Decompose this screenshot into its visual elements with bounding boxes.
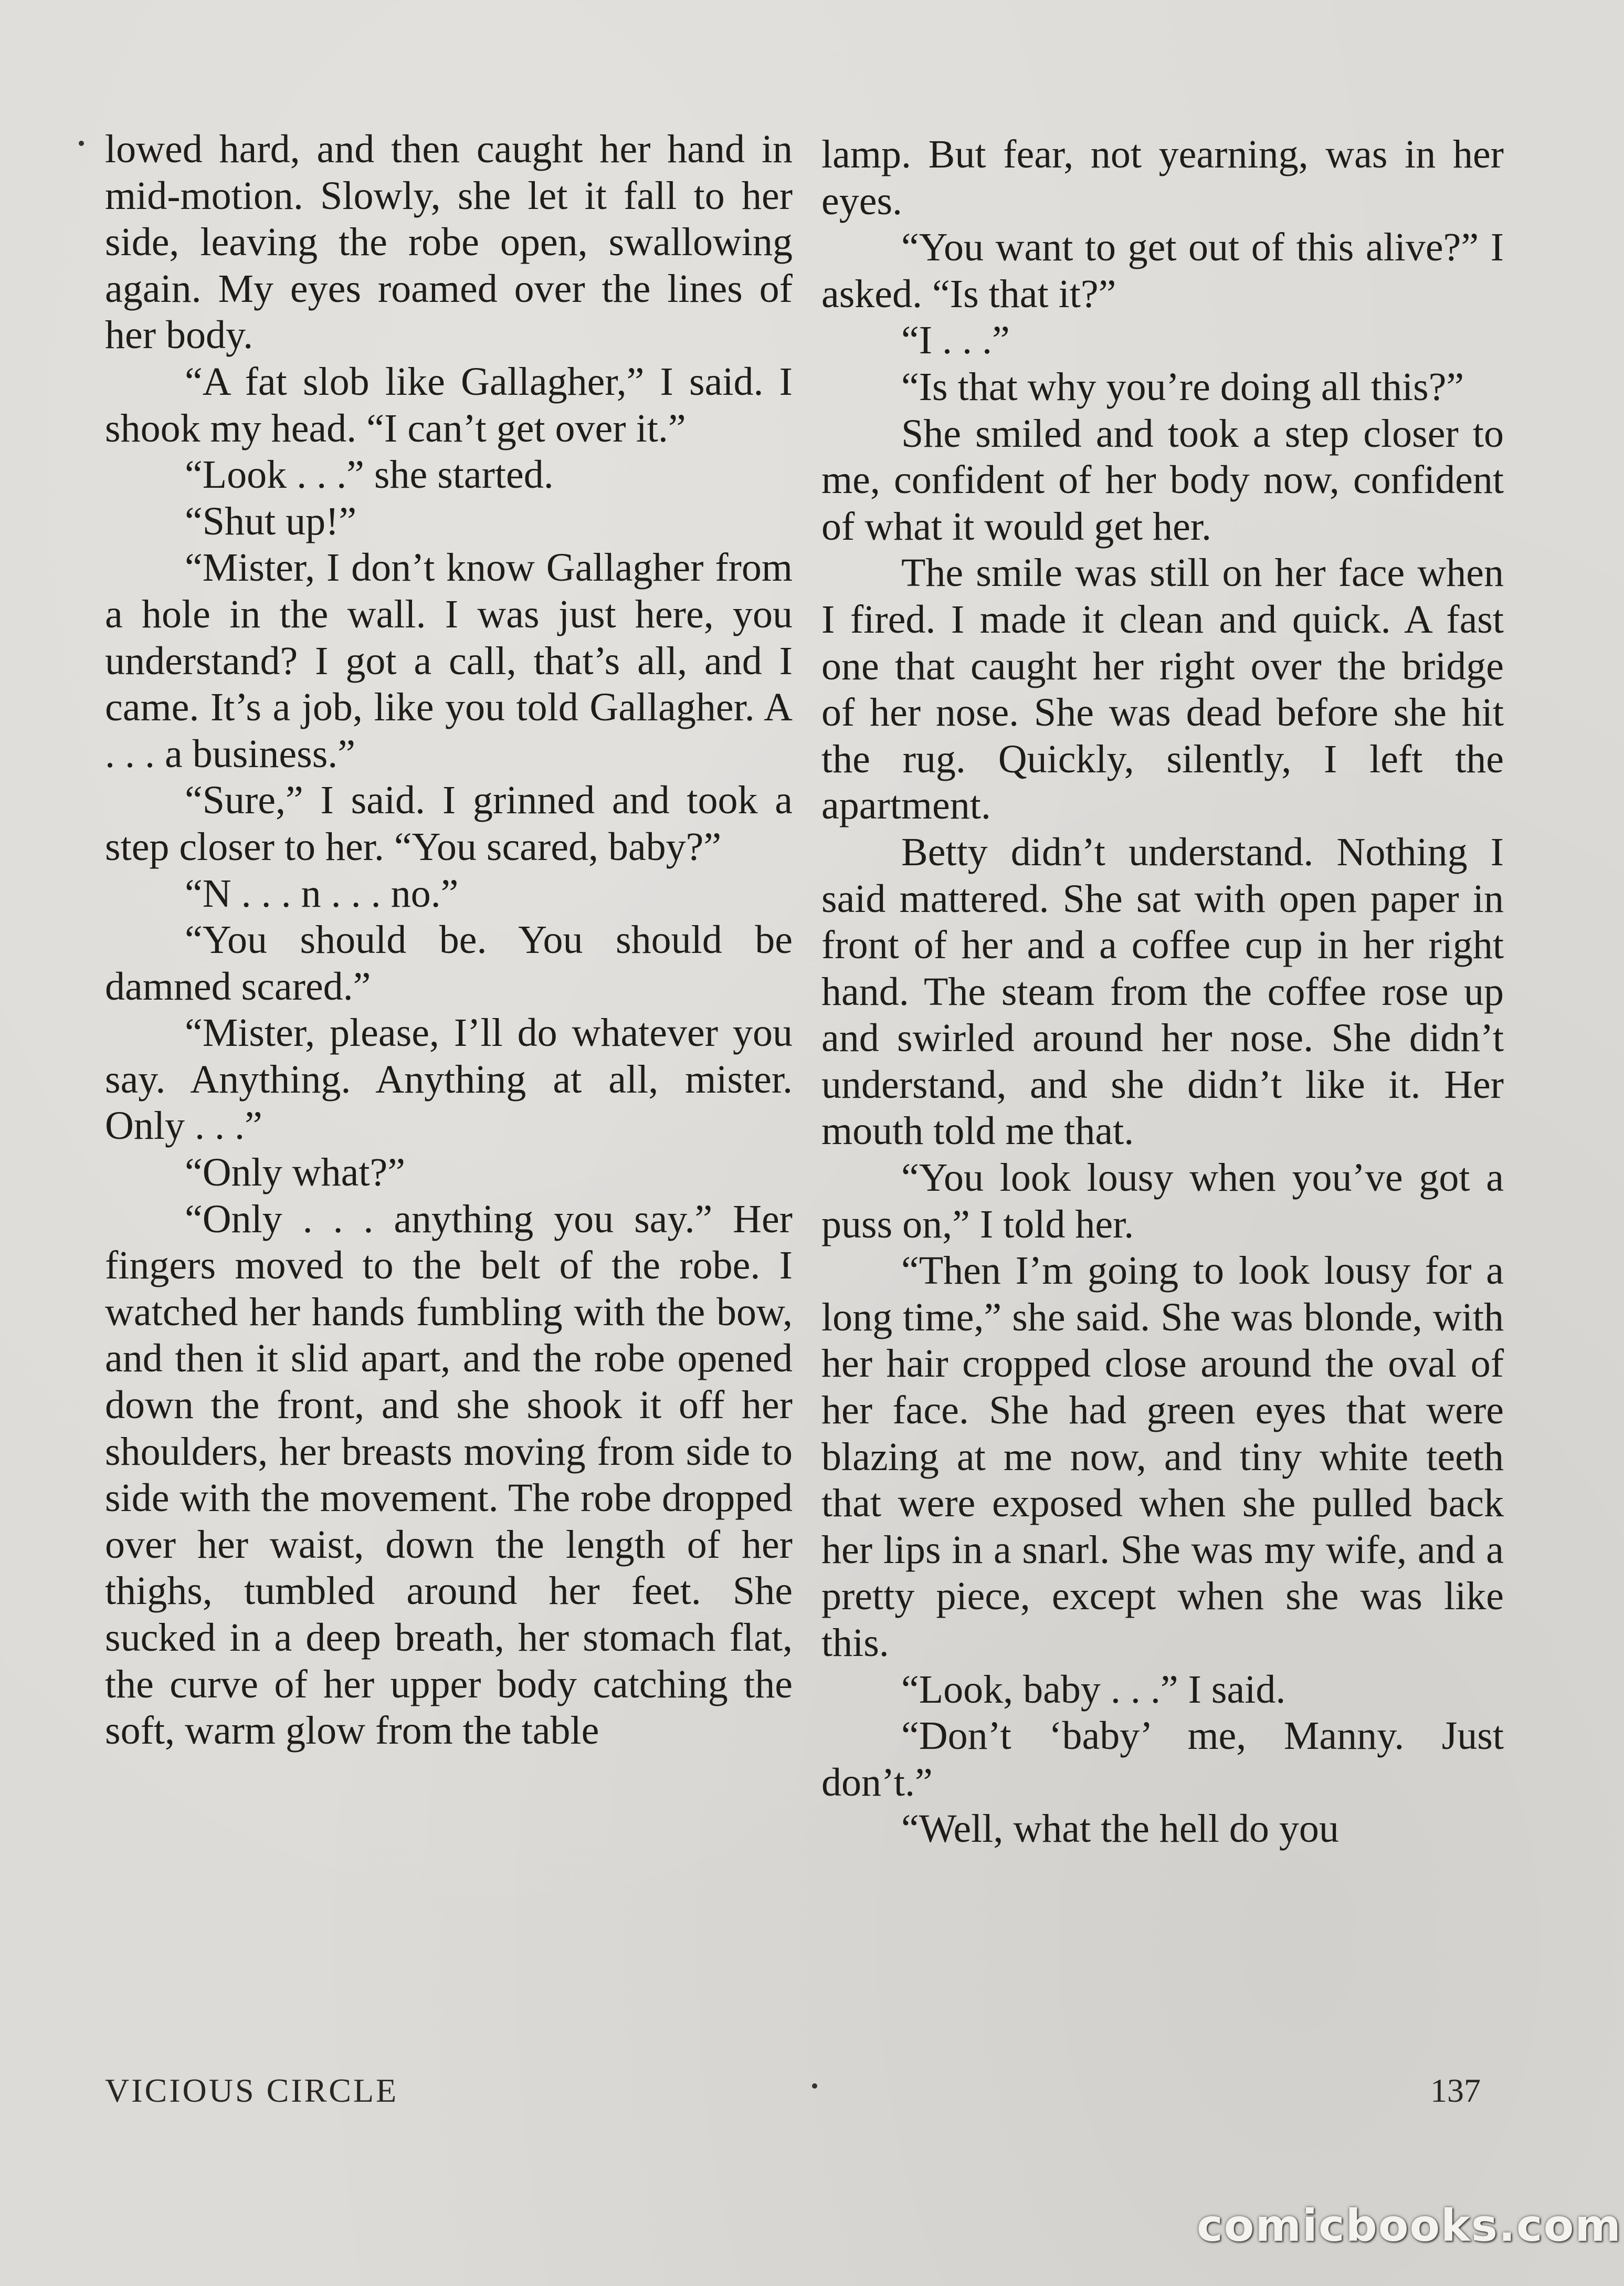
page-number: 137 bbox=[1430, 2072, 1481, 2109]
paragraph: “Don’t ‘baby’ me, Manny. Just don’t.” bbox=[821, 1714, 1504, 1805]
paragraph: “Mister, I don’t know Gallagher from a hole in the wall. I was just here, you understand? I got a call, that’s all, and I came. It’s a job, like you told Gallagher. A . . . a business.” bbox=[105, 546, 793, 776]
paragraph: “Only . . . anything you say.” Her fingers moved to the belt of the robe. I watched her hands fumbling with the bow, and then it slid apart, and the robe opened down the front, and she shook it off her shoulders, her breasts moving from side to side with the movement. The robe dropped over her waist, down the length of her thighs, tumbled around her feet. She sucked in a deep breath, her stomach flat, the curve of her upper body catching the soft, warm glow from the table bbox=[105, 1197, 793, 1753]
paragraph: “Look, baby . . .” I said. bbox=[901, 1667, 1286, 1712]
paragraph: “Then I’m going to look lousy for a long time,” she said. She was blonde, with her hair cropped close around the oval of her face. She had green eyes that were blazing at me now, and tiny white teeth that were exposed when she pulled back her lips in a snarl. She was my wife, and a pretty piece, except when she was like this. bbox=[821, 1249, 1504, 1665]
paragraph: “Mister, please, I’ll do whatever you say. Anything. Anything at all, mister. Only . . .” bbox=[105, 1011, 793, 1148]
paragraph: “Sure,” I said. I grinned and took a step closer to her. “You scared, baby?” bbox=[105, 778, 793, 869]
left-text-column bbox=[105, 126, 793, 1754]
paragraph: “You look lousy when you’ve got a puss on,” I told her. bbox=[821, 1156, 1504, 1246]
running-title: VICIOUS CIRCLE bbox=[105, 2072, 399, 2109]
paragraph: lowed hard, and then caught her hand in mid-motion. Slowly, she let it fall to her side, leaving the robe open, swallowing again. My eyes roamed over the lines of her body. bbox=[105, 127, 793, 358]
paragraph: “You want to get out of this alive?” I asked. “Is that it?” bbox=[821, 225, 1504, 316]
paragraph: “Is that why you’re doing all this?” bbox=[901, 364, 1464, 409]
watermark: comicbooks.com bbox=[1197, 2200, 1622, 2251]
paragraph: “Shut up!” bbox=[185, 499, 357, 543]
paragraph: The smile was still on her face when I fired. I made it clean and quick. A fast one that caught her right over the bridge of her nose. She was dead before she hit the rug. Quickly, silently, I left the apartment. bbox=[821, 551, 1504, 828]
ink-speck bbox=[812, 2083, 817, 2089]
paragraph: “You should be. You should be damned scared.” bbox=[105, 918, 793, 1009]
paragraph: “Look . . .” she started. bbox=[185, 453, 554, 497]
right-text-column bbox=[821, 131, 1504, 1852]
paragraph: “Only what?” bbox=[185, 1150, 405, 1195]
paragraph: “A fat slob like Gallagher,” I said. I shook my head. “I can’t get over it.” bbox=[105, 359, 793, 450]
paragraph: She smiled and took a step closer to me, confident of her body now, confident of what it would get her. bbox=[821, 411, 1504, 549]
paragraph: “I . . .” bbox=[901, 318, 1010, 363]
paragraph: Betty didn’t understand. Nothing I said mattered. She sat with open paper in front of her and a coffee cup in her right hand. The steam from the coffee rose up and swirled around her nose. She didn’t understand, and she didn’t like it. Her mouth told me that. bbox=[821, 830, 1504, 1154]
ink-speck bbox=[79, 141, 84, 146]
paragraph: lamp. But fear, not yearning, was in her eyes. bbox=[821, 132, 1504, 223]
paragraph: “N . . . n . . . no.” bbox=[185, 871, 459, 916]
paragraph: “Well, what the hell do you bbox=[901, 1807, 1339, 1851]
